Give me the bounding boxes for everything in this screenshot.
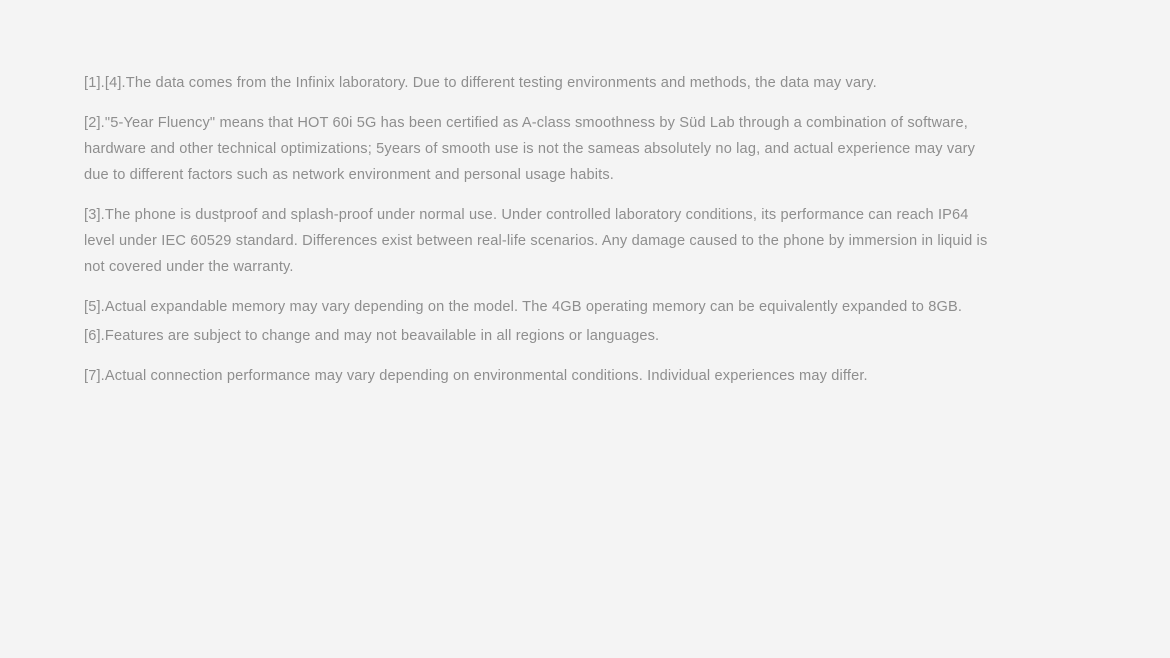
footnotes-list — [84, 70, 998, 389]
footnote-item-3: [3].The phone is dustproof and splash-proof under normal use. Under controlled laboratory conditions, its performance can reach IP64 level under IEC 60529 standard. Differences exist between real-life scenarios. Any damage caused to the phone by immersion in liquid is not covered under the warranty. — [84, 207, 988, 275]
footnote-item-5: [5].Actual expandable memory may vary depending on the model. The 4GB operating memory can be equivalently expanded to 8GB. — [84, 299, 963, 315]
footnote-item-2: [2]."5-Year Fluency" means that HOT 60i 5G has been certified as A-class smoothness by Süd Lab through a combination of software, hardware and other technical optimizations; 5years of smooth use is not the sameas absolutely no lag, and actual experience may vary due to different factors such as network environment and personal usage habits. — [84, 115, 976, 183]
footnote-item-7: [7].Actual connection performance may vary depending on environmental conditions. Individual experiences may differ. — [84, 368, 868, 384]
footnote-item-1: [1].[4].The data comes from the Infinix laboratory. Due to different testing environments and methods, the data may vary. — [84, 75, 877, 91]
footnote-item-6: [6].Features are subject to change and may not beavailable in all regions or languages. — [84, 328, 660, 344]
